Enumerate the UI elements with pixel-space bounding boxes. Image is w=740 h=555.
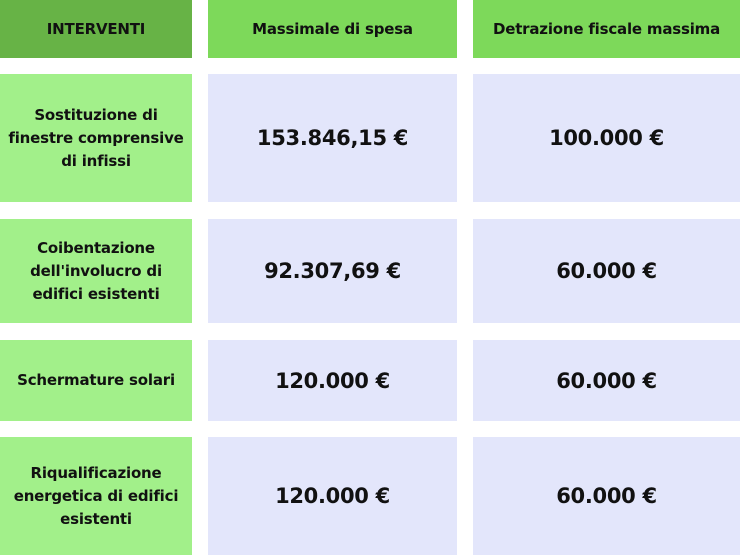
row-detrazione-coibentazione: 60.000 € [473, 219, 740, 323]
row-label-riqualificazione: Riqualificazione energetica di edifici esistenti [0, 437, 192, 555]
header-detrazione: Detrazione fiscale massima [473, 0, 740, 58]
row-label-schermature: Schermature solari [0, 340, 192, 421]
row-massimale-riqualificazione: 120.000 € [208, 437, 457, 555]
row-detrazione-schermature: 60.000 € [473, 340, 740, 421]
row-detrazione-riqualificazione: 60.000 € [473, 437, 740, 555]
row-massimale-finestre: 153.846,15 € [208, 74, 457, 202]
row-label-finestre: Sostituzione di finestre comprensive di infissi [0, 74, 192, 202]
row-massimale-coibentazione: 92.307,69 € [208, 219, 457, 323]
header-interventi: INTERVENTI [0, 0, 192, 58]
row-label-coibentazione: Coibentazione dell'involucro di edifici esistenti [0, 219, 192, 323]
row-detrazione-finestre: 100.000 € [473, 74, 740, 202]
row-massimale-schermature: 120.000 € [208, 340, 457, 421]
header-massimale: Massimale di spesa [208, 0, 457, 58]
